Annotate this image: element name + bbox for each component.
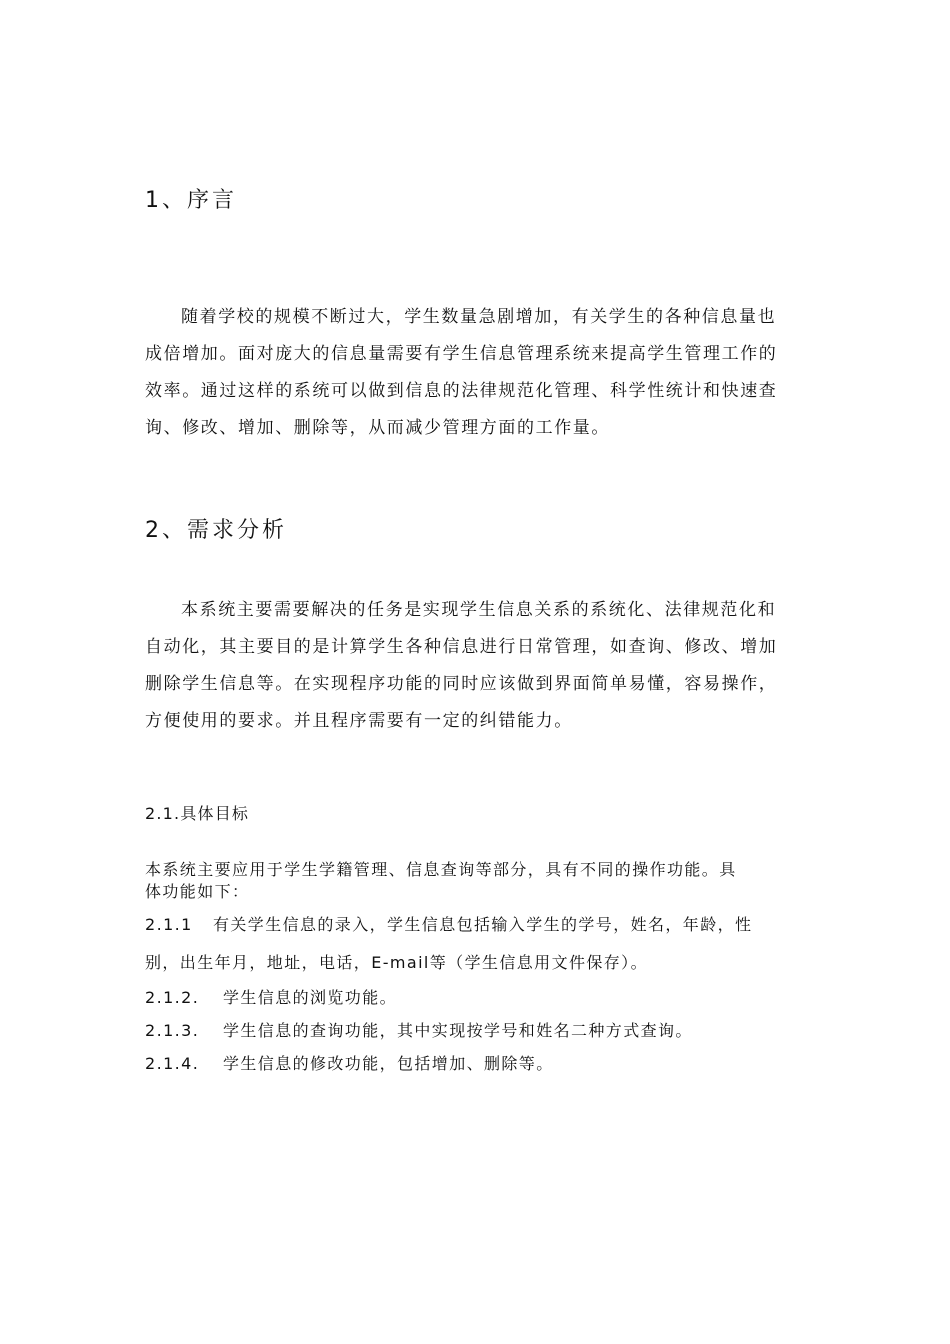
subsection-heading: 2.1.具体目标: [145, 804, 250, 823]
function-item: [145, 1018, 693, 1041]
paragraph-line: 方便使用的要求。并且程序需要有一定的纠错能力。: [145, 711, 573, 731]
item-text: 学生信息的修改功能，包括增加、删除等。: [223, 1054, 554, 1073]
item-text: 学生信息的浏览功能。: [223, 988, 398, 1007]
item-number: 2.1.3.: [145, 1021, 200, 1040]
paragraph-line: 询、修改、增加、删除等，从而减少管理方面的工作量。: [145, 418, 610, 438]
intro-line: 本系统主要应用于学生学籍管理、信息查询等部分，具有不同的操作功能。具: [145, 860, 737, 879]
paragraph-line: 成倍增加。面对庞大的信息量需要有学生信息管理系统来提高学生管理工作的: [145, 344, 778, 364]
requirements-paragraph: [145, 592, 805, 740]
preface-paragraph: [145, 299, 805, 447]
item-text: 学生信息的查询功能，其中实现按学号和姓名二种方式查询。: [223, 1021, 693, 1040]
function-item-continuation: 别，出生年月，地址，电话，E-mail等（学生信息用文件保存）。: [145, 953, 648, 972]
subsection-intro: [145, 859, 805, 903]
paragraph-line: 删除学生信息等。在实现程序功能的同时应该做到界面简单易懂，容易操作，: [145, 674, 778, 694]
item-number: 2.1.4.: [145, 1054, 200, 1073]
paragraph-line: 自动化，其主要目的是计算学生各种信息进行日常管理，如查询、修改、增加: [145, 637, 778, 657]
paragraph-line: 效率。通过这样的系统可以做到信息的法律规范化管理、科学性统计和快速查: [145, 381, 778, 401]
function-item: [145, 985, 397, 1008]
intro-line: 体功能如下：: [145, 882, 250, 901]
section-heading-preface: 1、序言: [145, 188, 237, 213]
paragraph-line: 随着学校的规模不断过大，学生数量急剧增加，有关学生的各种信息量也: [181, 307, 777, 327]
section-heading-requirements: 2、需求分析: [145, 518, 287, 543]
item-number: 2.1.2.: [145, 988, 200, 1007]
function-item: [145, 1051, 554, 1074]
item-text: 有关学生信息的录入，学生信息包括输入学生的学号，姓名，年龄，性: [213, 915, 753, 934]
item-number: 2.1.1: [145, 915, 193, 934]
function-item: [145, 912, 752, 935]
paragraph-line: 本系统主要需要解决的任务是实现学生信息关系的系统化、法律规范化和: [181, 600, 777, 620]
